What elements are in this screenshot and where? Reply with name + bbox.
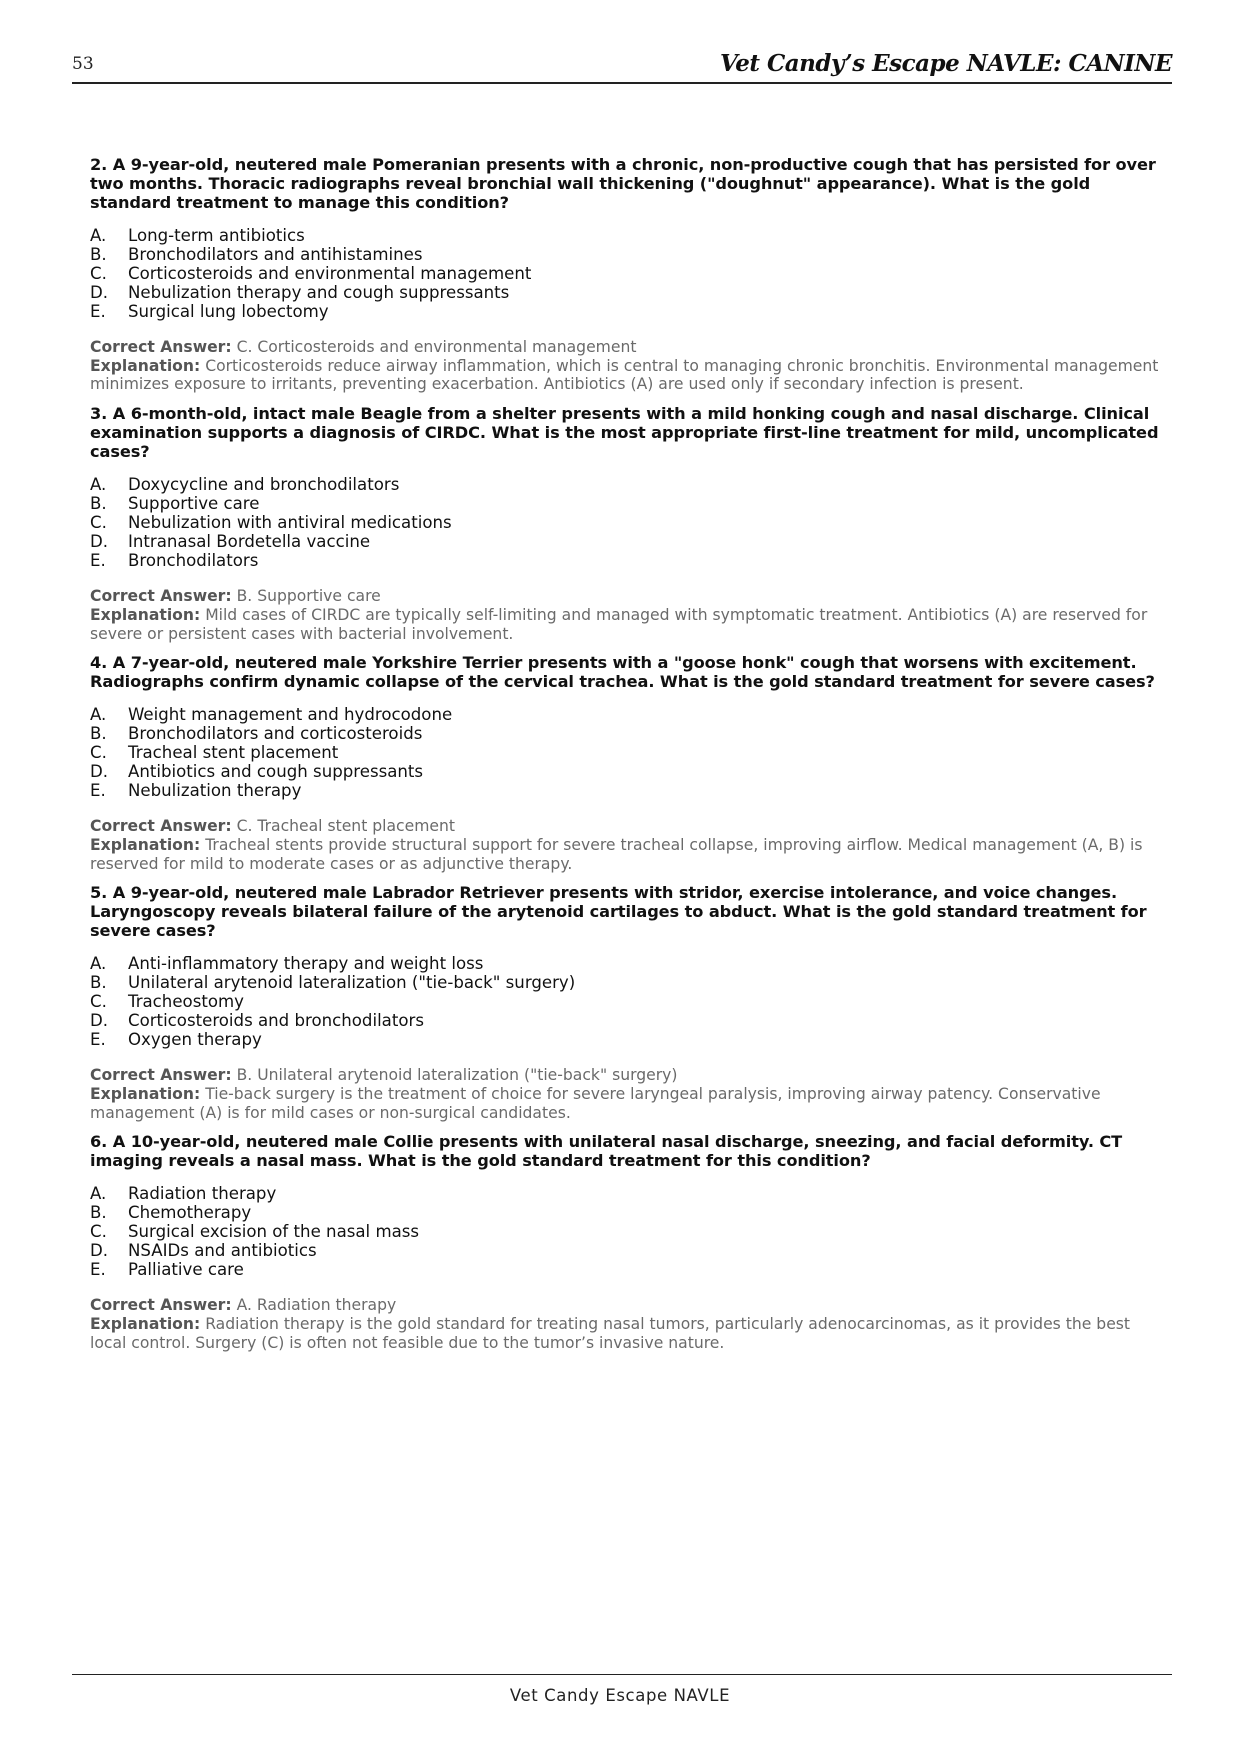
option-text: Nebulization therapy (128, 781, 302, 801)
option-letter: E. (90, 551, 106, 571)
option-letter: A. (90, 954, 107, 974)
correct-answer-text: A. Radiation therapy (236, 1296, 397, 1315)
option-text: Bronchodilators and corticosteroids (128, 724, 423, 744)
option (90, 551, 1165, 570)
explanation (90, 606, 1165, 643)
option-text: Nebulization therapy and cough suppressants (128, 283, 510, 302)
option-letter: B. (90, 724, 107, 744)
option (90, 245, 1165, 264)
option (90, 532, 1165, 551)
explanation-text: Tracheal stents provide structural support for severe tracheal collapse, improving airflow. Medical management (A, B) is reserved for mild to moderate cases or as adjunctive therapy. (90, 835, 1143, 873)
option-letter: C. (90, 1222, 107, 1242)
running-title: Vet Candy’s Escape NAVLE: CANINE (719, 50, 1172, 77)
explanation-label: Explanation: (90, 1315, 201, 1334)
option-text: Corticosteroids and environmental management (128, 264, 532, 283)
option (90, 475, 1165, 494)
option-letter: D. (90, 762, 109, 782)
option-list (90, 475, 1165, 570)
option (90, 992, 1165, 1011)
option-text: NSAIDs and antibiotics (128, 1241, 317, 1261)
option-letter: D. (90, 1241, 109, 1261)
question-text: 5. A 9-year-old, neutered male Labrador Retriever presents with stridor, exercise intolerance, and voice changes. Laryngoscopy reveals bilateral failure of the arytenoid cartilages to abduct. What is the gold standard treatment for severe cases? (90, 883, 1147, 941)
option-list (90, 1184, 1165, 1279)
question (90, 1132, 1165, 1352)
header-divider (72, 82, 1172, 84)
option-text: Corticosteroids and bronchodilators (128, 1011, 424, 1031)
option (90, 226, 1165, 245)
answer-block (90, 1066, 1165, 1122)
option-text: Bronchodilators and antihistamines (128, 245, 423, 264)
option (90, 1222, 1165, 1241)
explanation-label: Explanation: (90, 835, 201, 854)
explanation (90, 836, 1165, 873)
option (90, 1184, 1165, 1203)
option-letter: B. (90, 1203, 107, 1223)
option-list (90, 954, 1165, 1049)
option-letter: C. (90, 513, 107, 533)
correct-answer-label: Correct Answer: (90, 587, 232, 606)
option (90, 302, 1165, 321)
option-letter: E. (90, 302, 106, 321)
option-text: Tracheal stent placement (128, 743, 339, 763)
correct-answer-text: C. Tracheal stent placement (236, 817, 455, 836)
option (90, 513, 1165, 532)
option (90, 762, 1165, 781)
option-text: Palliative care (128, 1260, 244, 1280)
option-text: Intranasal Bordetella vaccine (128, 532, 371, 552)
option-text: Surgical excision of the nasal mass (128, 1222, 420, 1242)
option-letter: C. (90, 992, 107, 1012)
explanation-text: Corticosteroids reduce airway inflammation, which is central to managing chronic bronchitis. Environmental management minimizes exposure to irritants, preventing exacerbation. Antibiotics (A) are used only if secondary infection is present. (90, 356, 1159, 394)
question-text: 2. A 9-year-old, neutered male Pomeranian presents with a chronic, non-productive cough that has persisted for over two months. Thoracic radiographs reveal bronchial wall thickening ("doughnut" appearance). What is the gold standard treatment to manage this condition? (90, 155, 1156, 212)
option (90, 1203, 1165, 1222)
option (90, 724, 1165, 743)
correct-answer-label: Correct Answer: (90, 817, 232, 836)
option (90, 1241, 1165, 1260)
explanation (90, 357, 1165, 394)
option-text: Anti-inflammatory therapy and weight loss (128, 954, 484, 974)
correct-answer (90, 338, 1165, 357)
option-letter: A. (90, 475, 107, 495)
correct-answer (90, 587, 1165, 606)
explanation-label: Explanation: (90, 1085, 201, 1104)
option-letter: D. (90, 283, 109, 302)
answer-block (90, 587, 1165, 643)
option (90, 494, 1165, 513)
option-text: Doxycycline and bronchodilators (128, 475, 400, 495)
correct-answer-text: C. Corticosteroids and environmental management (236, 338, 637, 356)
correct-answer (90, 1296, 1165, 1315)
option-letter: B. (90, 973, 107, 993)
explanation-text: Tie-back surgery is the treatment of choice for severe laryngeal paralysis, improving airway patency. Conservative management (A) is for mild cases or non-surgical candidates. (90, 1085, 1101, 1122)
explanation (90, 1085, 1165, 1122)
question-text: 3. A 6-month-old, intact male Beagle from a shelter presents with a mild honking cough and nasal discharge. Clinical examination supports a diagnosis of CIRDC. What is the most appropriate first-line treatment for mild, uncomplicated cases? (90, 404, 1159, 462)
option-text: Chemotherapy (128, 1203, 252, 1223)
option (90, 705, 1165, 724)
footer-divider (72, 1674, 1172, 1675)
option-letter: E. (90, 1260, 106, 1280)
answer-block (90, 338, 1165, 394)
option (90, 264, 1165, 283)
correct-answer-label: Correct Answer: (90, 1296, 232, 1315)
option (90, 1260, 1165, 1279)
option (90, 954, 1165, 973)
option (90, 1011, 1165, 1030)
option-text: Unilateral arytenoid lateralization ("tie-back" surgery) (128, 973, 576, 993)
option-text: Nebulization with antiviral medications (128, 513, 452, 533)
explanation-text: Mild cases of CIRDC are typically self-limiting and managed with symptomatic treatment. Antibiotics (A) are reserved for severe or persistent cases with bacterial involvement. (90, 605, 1148, 643)
answer-block (90, 1296, 1165, 1352)
option-letter: A. (90, 226, 107, 245)
option-text: Oxygen therapy (128, 1030, 262, 1050)
option-text: Surgical lung lobectomy (128, 302, 329, 321)
option-letter: E. (90, 1030, 106, 1050)
option (90, 973, 1165, 992)
option-text: Bronchodilators (128, 551, 259, 571)
question (90, 404, 1165, 643)
option-letter: D. (90, 1011, 109, 1031)
option-text: Long-term antibiotics (128, 226, 305, 245)
option (90, 743, 1165, 762)
correct-answer-text: B. Unilateral arytenoid lateralization ("tie-back" surgery) (236, 1066, 678, 1085)
option-letter: D. (90, 532, 109, 552)
answer-block (90, 817, 1165, 873)
option-letter: C. (90, 743, 107, 763)
option-text: Tracheostomy (128, 992, 244, 1012)
question (90, 653, 1165, 873)
footer-text: Vet Candy Escape NAVLE (509, 1686, 731, 1705)
option (90, 781, 1165, 800)
option-letter: B. (90, 245, 107, 264)
question-text: 6. A 10-year-old, neutered male Collie presents with unilateral nasal discharge, sneezing, and facial deformity. CT imaging reveals a nasal mass. What is the gold standard treatment for this condition? (90, 1132, 1123, 1171)
option (90, 1030, 1165, 1049)
correct-answer-label: Correct Answer: (90, 1066, 232, 1085)
correct-answer-text: B. Supportive care (236, 587, 381, 606)
option-letter: C. (90, 264, 107, 283)
correct-answer-label: Correct Answer: (90, 338, 232, 356)
question (90, 883, 1165, 1122)
explanation-label: Explanation: (90, 605, 201, 624)
option-text: Supportive care (128, 494, 260, 514)
explanation-label: Explanation: (90, 356, 201, 375)
option (90, 283, 1165, 302)
option-text: Radiation therapy (128, 1184, 277, 1204)
option-list (90, 705, 1165, 800)
option-letter: B. (90, 494, 107, 514)
explanation (90, 1315, 1165, 1352)
option-letter: E. (90, 781, 106, 801)
option-text: Weight management and hydrocodone (128, 705, 453, 725)
option-text: Antibiotics and cough suppressants (128, 762, 424, 782)
question (90, 155, 1165, 394)
correct-answer (90, 1066, 1165, 1085)
correct-answer (90, 817, 1165, 836)
question-list (90, 155, 1165, 1363)
explanation-text: Radiation therapy is the gold standard for treating nasal tumors, particularly adenocarcinomas, as it provides the best local control. Surgery (C) is often not feasible due to the tumor’s invasive nature. (90, 1315, 1131, 1352)
page-number: 53 (72, 54, 94, 74)
option-list (90, 226, 1165, 321)
option-letter: A. (90, 1184, 107, 1204)
question-text: 4. A 7-year-old, neutered male Yorkshire Terrier presents with a "goose honk" cough that worsens with excitement. Radiographs confirm dynamic collapse of the cervical trachea. What is the gold standard treatment for severe cases? (90, 653, 1155, 692)
option-letter: A. (90, 705, 107, 725)
